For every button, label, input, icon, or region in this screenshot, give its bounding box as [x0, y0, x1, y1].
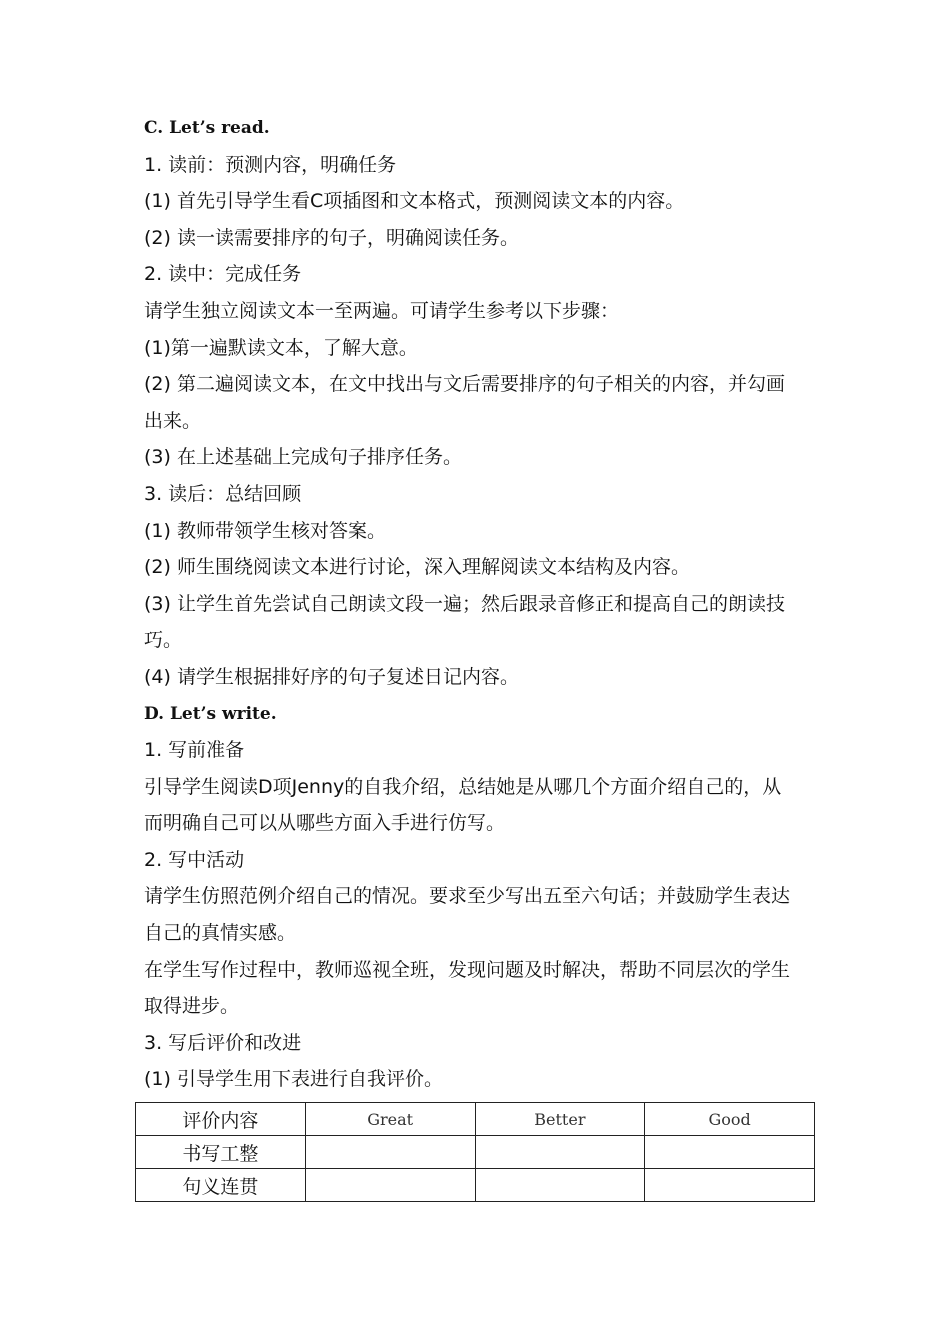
paragraph: (2) 第二遍阅读文本，在文中找出与文后需要排序的句子相关的内容，并勾画	[144, 373, 785, 396]
paragraph: (1) 首先引导学生看C项插图和文本格式，预测阅读文本的内容。	[144, 190, 685, 213]
paragraph: (2) 读一读需要排序的句子，明确阅读任务。	[144, 226, 519, 249]
document-body	[144, 110, 814, 1098]
step-heading: 3. 读后：总结回顾	[144, 482, 302, 505]
paragraph: 自己的真情实感。	[144, 922, 297, 945]
step-heading: 2. 写中活动	[144, 848, 245, 871]
step-heading: 1. 读前：预测内容，明确任务	[144, 153, 397, 176]
table-cell	[645, 1136, 815, 1169]
evaluation-table	[135, 1102, 815, 1202]
paragraph: (2) 师生围绕阅读文本进行讨论，深入理解阅读文本结构及内容。	[144, 556, 690, 579]
paragraph: (3) 在上述基础上完成句子排序任务。	[144, 446, 462, 469]
table-cell: 句义连贯	[136, 1169, 306, 1202]
paragraph: 请学生仿照范例介绍自己的情况。要求至少写出五至六句话；并鼓励学生表达	[144, 885, 791, 908]
paragraph: 巧。	[144, 629, 183, 652]
table-cell: 书写工整	[136, 1136, 306, 1169]
paragraph: (3) 让学生首先尝试自己朗读文段一遍；然后跟录音修正和提高自己的朗读技	[144, 592, 785, 615]
table-header-cell: Great	[305, 1103, 475, 1136]
step-heading: 2. 读中：完成任务	[144, 263, 302, 286]
paragraph: 请学生独立阅读文本一至两遍。可请学生参考以下步骤：	[144, 299, 620, 322]
paragraph: 取得进步。	[144, 995, 240, 1018]
section-heading-read: C. Let’s read.	[144, 118, 270, 138]
paragraph: 出来。	[144, 409, 202, 432]
step-heading: 1. 写前准备	[144, 739, 245, 762]
table-cell	[475, 1136, 645, 1169]
paragraph: (1) 引导学生用下表进行自我评价。	[144, 1068, 443, 1091]
paragraph: 在学生写作过程中，教师巡视全班，发现问题及时解决，帮助不同层次的学生	[144, 958, 791, 981]
table-header-row	[136, 1103, 815, 1136]
table-cell	[475, 1169, 645, 1202]
table-header-cell: 评价内容	[136, 1103, 306, 1136]
section-heading-write: D. Let’s write.	[144, 703, 277, 724]
table-cell	[305, 1136, 475, 1169]
table-row	[136, 1136, 815, 1169]
table-header-cell: Better	[475, 1103, 645, 1136]
paragraph: (4) 请学生根据排好序的句子复述日记内容。	[144, 665, 519, 688]
step-heading: 3. 写后评价和改进	[144, 1031, 302, 1054]
paragraph: (1)第一遍默读文本，了解大意。	[144, 336, 418, 359]
table-header-cell: Good	[645, 1103, 815, 1136]
paragraph: 引导学生阅读D项Jenny的自我介绍，总结她是从哪几个方面介绍自己的，从	[144, 775, 782, 798]
table-cell	[305, 1169, 475, 1202]
table-row	[136, 1169, 815, 1202]
paragraph: (1) 教师带领学生核对答案。	[144, 519, 386, 542]
table-cell	[645, 1169, 815, 1202]
paragraph: 而明确自己可以从哪些方面入手进行仿写。	[144, 812, 506, 835]
